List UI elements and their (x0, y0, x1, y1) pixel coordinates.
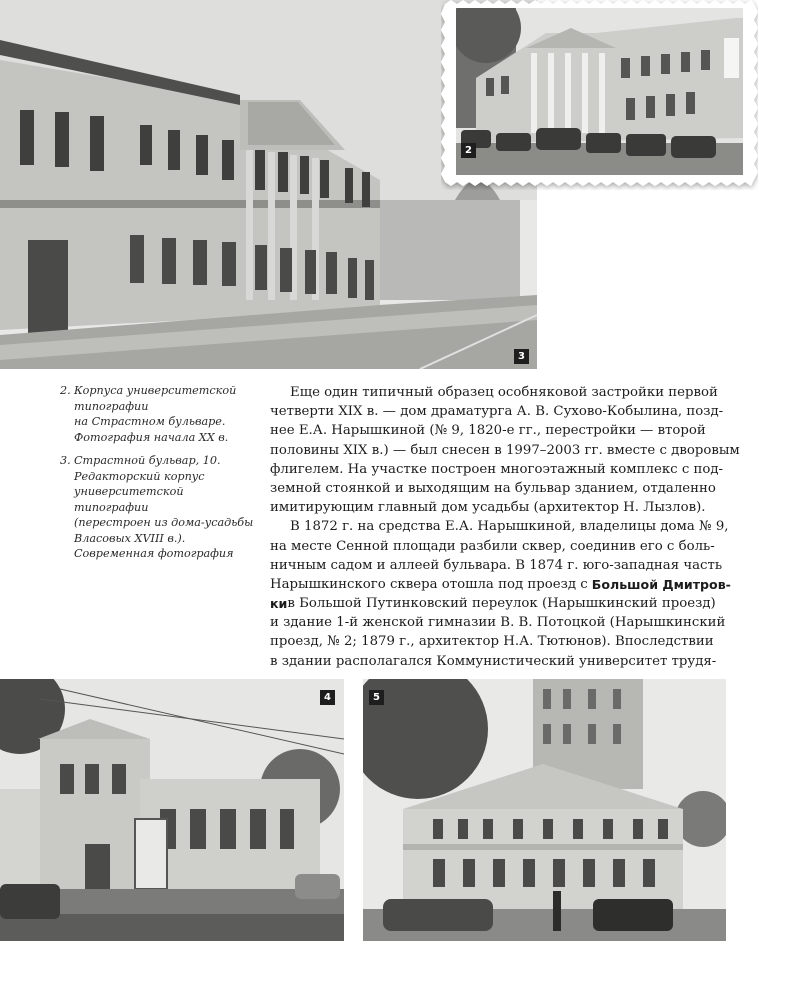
text-line: на месте Сенной площади разбили сквер, соединив его с боль- (270, 538, 715, 554)
photo-number-badge: 3 (514, 349, 529, 364)
text-line: Нарышкинского сквера отошла под проезд с Большой Дмитров- (270, 575, 728, 594)
text-line: земной стоянкой и выходящим на бульвар зданием, отдаленно (270, 480, 716, 496)
text-line: ничным садом и аллеей бульвара. В 1874 г. юго-западная часть (270, 557, 723, 573)
text-line: Еще один типичный образец особняковой застройки первой (290, 385, 718, 400)
caption-text: Страстной бульвар, 10. Редакторский корпус университетской типографии (перестроен из дома-усадьбы Власовых XVIII в.). Современная фотография (74, 454, 254, 560)
article-body (270, 383, 740, 671)
caption-number: 2. (60, 384, 71, 397)
text-line: нее Е.А. Нарышкиной (№ 9, 1820-е гг., перестройки — второй (270, 423, 706, 439)
photo-number-badge: 5 (369, 690, 384, 705)
text-line: четверти XIX в. — дом драматурга А. В. Сухово-Кобылина, позд- (270, 404, 724, 420)
photo-stamp-printing-house (441, 0, 758, 190)
photo-number-badge: 2 (461, 143, 476, 158)
photo-mansion-street (363, 679, 726, 941)
caption-3 (60, 453, 260, 562)
photo-number-badge: 4 (320, 690, 335, 705)
text-line: в здании располагался Коммунистический университет трудя- (270, 653, 717, 669)
bold-street-name: ки (270, 596, 288, 612)
text-line: ки в Большой Путинковский переулок (Нарышкинский проезд) (270, 594, 728, 613)
text-line: имитирующим главный дом усадьбы (архитектор Н. Лызлов). (270, 500, 706, 516)
caption-number: 3. (60, 454, 71, 467)
text-line: и здание 1-й женской гимназии В. В. Потоцкой (Нарышкинский (270, 615, 726, 631)
bold-street-name: Большой Дмитров- (591, 576, 731, 592)
text-line: проезд, № 2; 1879 г., архитектор Н.А. Тютюнов). Впоследствии (270, 634, 714, 650)
text-line: В 1872 г. на средства Е.А. Нарышкиной, владелицы дома № 9, (290, 519, 729, 535)
caption-2 (60, 383, 260, 445)
photo-captions (60, 383, 260, 570)
caption-text: Корпуса университетской типографии на Страстном бульваре. Фотография начала XX в. (74, 384, 237, 444)
text-line: флигелем. На участке построен многоэтажный комплекс с под- (270, 461, 724, 477)
photo-gymnasium-building (0, 679, 344, 941)
text-line: половины XIX в.) — был снесен в 1997–2003 гг. вместе с дворовым (270, 442, 740, 458)
